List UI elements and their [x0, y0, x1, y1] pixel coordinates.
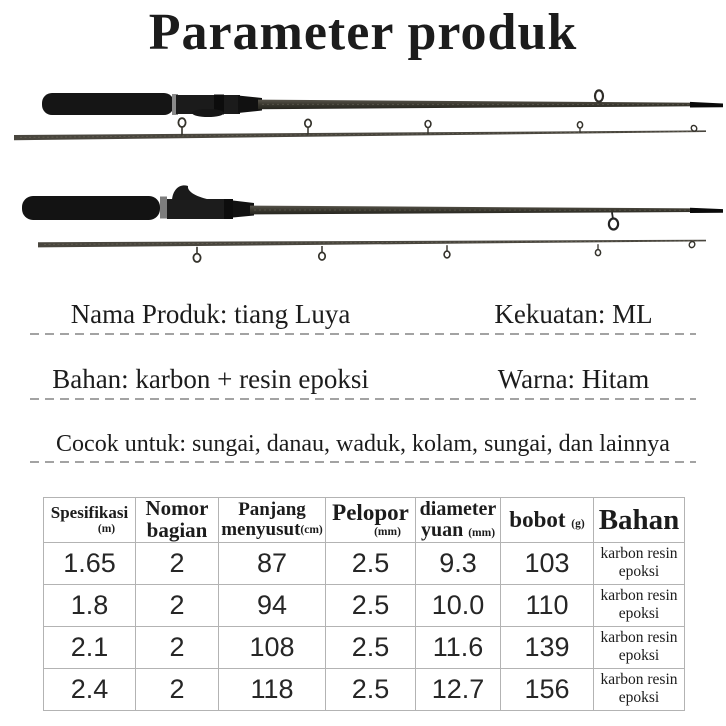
material-cell: karbon resin epoksi: [594, 668, 685, 710]
rod-handle: [22, 196, 160, 220]
power-text: Kekuatan: ML: [494, 298, 653, 329]
trigger-grip: [172, 185, 211, 200]
col-header-pelopor: Pelopor (mm): [326, 498, 416, 543]
suitable-for-text: Cocok untuk: sungai, danau, waduk, kolam, sungai, dan lainnya: [56, 430, 670, 457]
weight-cell: 139: [501, 626, 594, 668]
reel-seat: [167, 199, 233, 219]
rod-tip-cap: [690, 102, 723, 108]
weight-cell: 156: [501, 668, 594, 710]
spec-length-cell: 1.65: [44, 542, 136, 584]
color-text: Warna: Hitam: [497, 363, 650, 394]
dashed-divider: [30, 398, 696, 400]
sections-cell: 2: [136, 584, 219, 626]
col-header-panjang-menyusut: Panjang menyusut(cm): [219, 498, 326, 543]
spec-length-cell: 2.4: [44, 668, 136, 710]
col-header-spesifikasi: Spesifikasi (m): [44, 498, 136, 543]
material-text: Bahan: karbon + resin epoksi: [52, 363, 369, 394]
col-header-diameter-yuan: diameter yuan (mm): [416, 498, 501, 543]
rod-tip-section: [38, 240, 706, 248]
butt-diameter-cell: 12.7: [416, 668, 501, 710]
rod-tip-cap: [690, 208, 723, 213]
table-header-row: [44, 498, 685, 543]
closed-length-cell: 118: [219, 668, 326, 710]
rod-handle: [42, 93, 174, 115]
sections-cell: 2: [136, 668, 219, 710]
dashed-divider: [30, 333, 696, 335]
butt-diameter-cell: 9.3: [416, 542, 501, 584]
casting-rod-image: [22, 185, 723, 262]
spec-length-cell: 2.1: [44, 626, 136, 668]
table-row: [44, 668, 685, 710]
info-row-1: [0, 294, 726, 334]
rod-images: [0, 66, 726, 282]
material-cell: karbon resin epoksi: [594, 626, 685, 668]
table-row: [44, 626, 685, 668]
page-title: Parameter produk: [148, 3, 578, 61]
closed-length-cell: 108: [219, 626, 326, 668]
butt-diameter-cell: 11.6: [416, 626, 501, 668]
spinning-rod-image: [14, 90, 723, 140]
butt-diameter-cell: 10.0: [416, 584, 501, 626]
spec-length-cell: 1.8: [44, 584, 136, 626]
closed-length-cell: 94: [219, 584, 326, 626]
reel-seat-collar: [160, 197, 167, 219]
tip-diameter-cell: 2.5: [326, 668, 416, 710]
sections-cell: 2: [136, 626, 219, 668]
product-name-text: Nama Produk: tiang Luya: [70, 298, 351, 329]
info-row-3: [0, 424, 726, 464]
tip-diameter-cell: 2.5: [326, 626, 416, 668]
spec-table: [43, 497, 685, 711]
weight-cell: 110: [501, 584, 594, 626]
table-row: [44, 542, 685, 584]
material-cell: karbon resin epoksi: [594, 542, 685, 584]
tip-diameter-cell: 2.5: [326, 542, 416, 584]
closed-length-cell: 87: [219, 542, 326, 584]
sections-cell: 2: [136, 542, 219, 584]
table-row: [44, 584, 685, 626]
rod-guide-ring: [609, 219, 618, 230]
dashed-divider: [30, 461, 696, 463]
col-header-bahan: Bahan: [594, 498, 685, 543]
col-header-nomor-bagian: Nomor bagian: [136, 498, 219, 543]
col-header-bobot: bobot (g): [501, 498, 594, 543]
weight-cell: 103: [501, 542, 594, 584]
info-row-2: [0, 359, 726, 399]
material-cell: karbon resin epoksi: [594, 584, 685, 626]
rod-guide-ring: [595, 90, 603, 101]
tip-diameter-cell: 2.5: [326, 584, 416, 626]
